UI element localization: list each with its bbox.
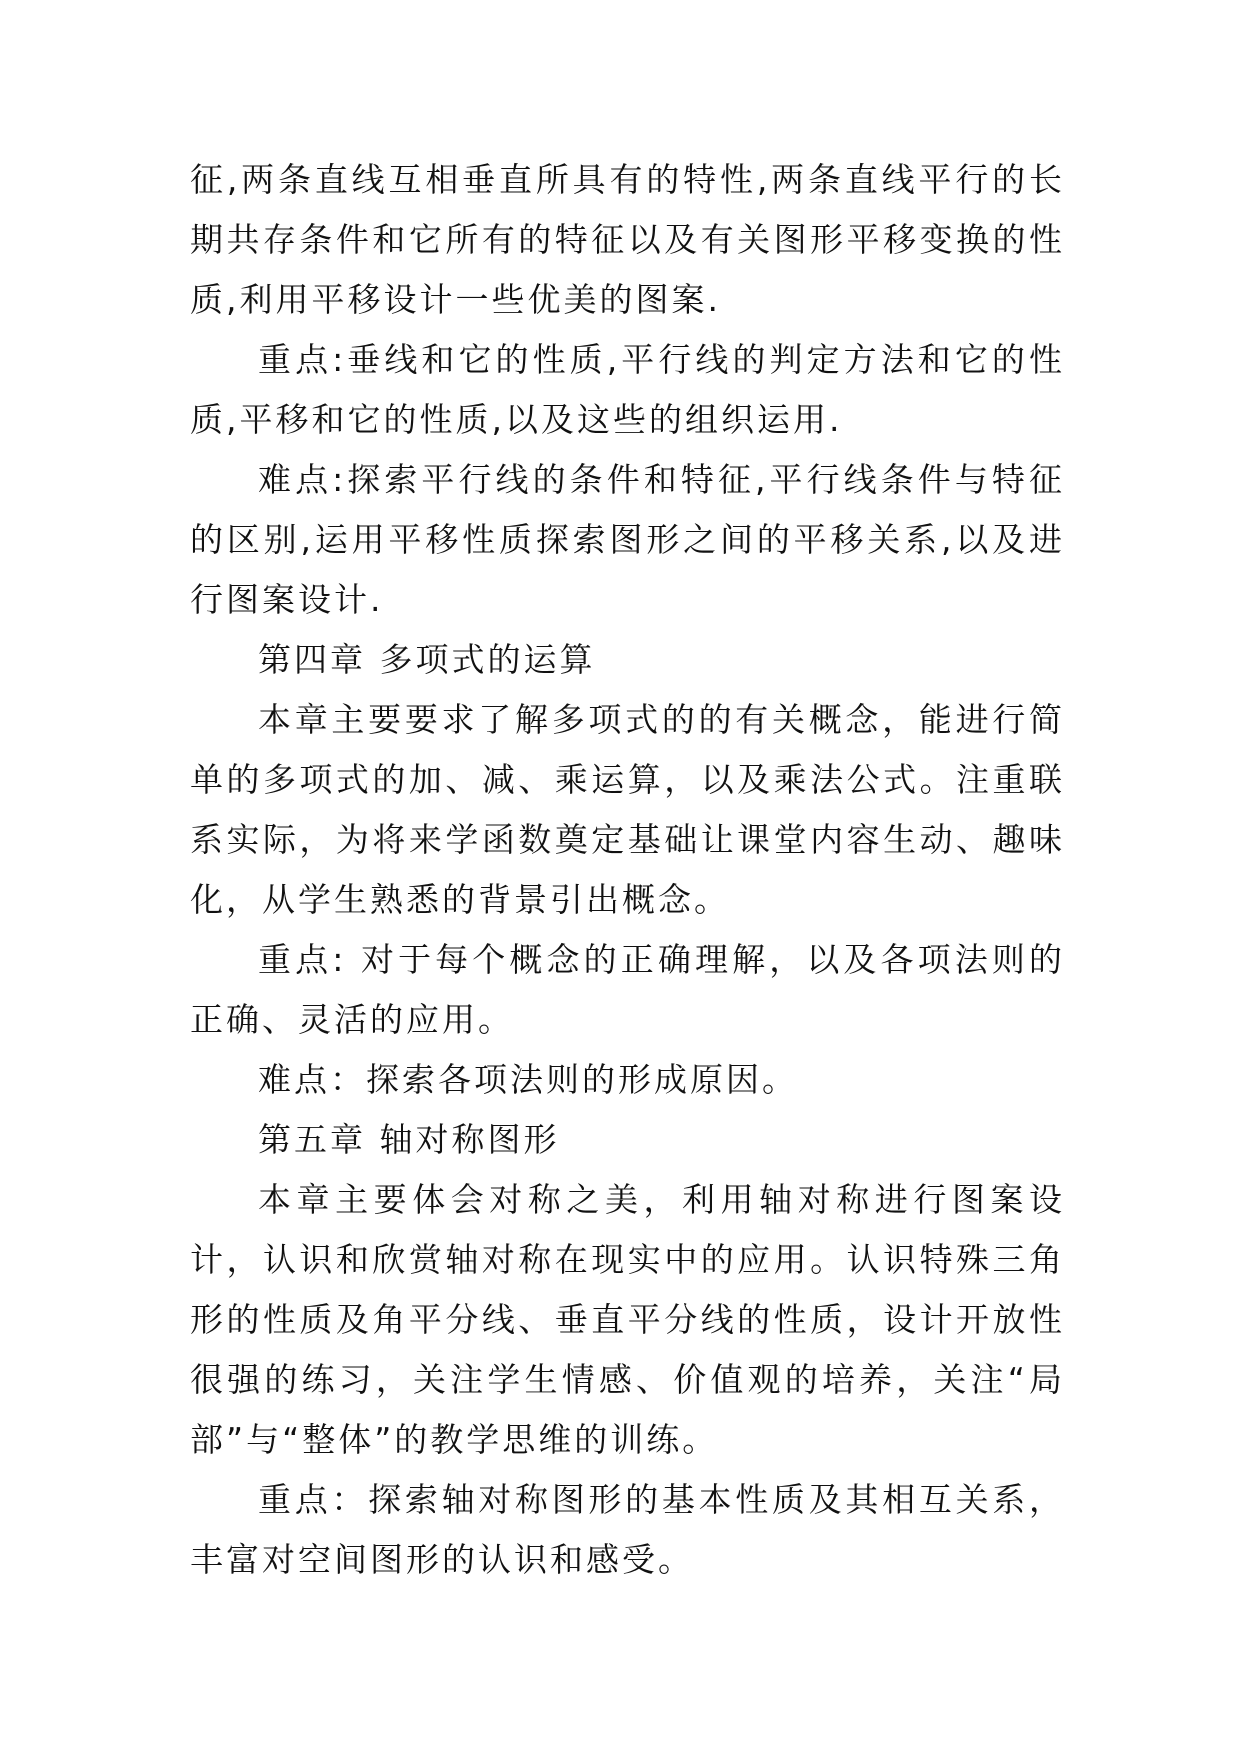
chapter-5-heading: 第五章 轴对称图形 — [258, 1120, 560, 1159]
chapter-5-key-points: 重点：探索轴对称图形的基本性质及其相互关系，丰富对空间图形的认识和感受。 — [190, 1480, 1065, 1579]
chapter-4-heading: 第四章 多项式的运算 — [258, 640, 596, 679]
document-page — [190, 150, 1065, 1590]
chapter-4-summary: 本章主要要求了解多项式的的有关概念，能进行简单的多项式的加、减、乘运算，以及乘法公式。注重联系实际，为将来学函数奠定基础让课堂内容生动、趣味化，从学生熟悉的背景引出概念。 — [190, 700, 1065, 919]
paragraph-key-points: 重点:垂线和它的性质,平行线的判定方法和它的性质,平移和它的性质,以及这些的组织运用. — [190, 340, 1065, 439]
paragraph-continuation: 征,两条直线互相垂直所具有的特性,两条直线平行的长期共存条件和它所有的特征以及有关图形平移变换的性质,利用平移设计一些优美的图案. — [190, 160, 1065, 319]
chapter-4-key-points: 重点: 对于每个概念的正确理解，以及各项法则的正确、灵活的应用。 — [190, 940, 1065, 1039]
chapter-4-difficulties: 难点：探索各项法则的形成原因。 — [258, 1060, 798, 1099]
paragraph-difficulties: 难点:探索平行线的条件和特征,平行线条件与特征的区别,运用平移性质探索图形之间的平移关系,以及进行图案设计. — [190, 460, 1065, 619]
chapter-5-summary: 本章主要体会对称之美，利用轴对称进行图案设计，认识和欣赏轴对称在现实中的应用。认识特殊三角形的性质及角平分线、垂直平分线的性质，设计开放性很强的练习，关注学生情感、价值观的培养，关注“局部”与“整体”的教学思维的训练。 — [190, 1180, 1065, 1459]
